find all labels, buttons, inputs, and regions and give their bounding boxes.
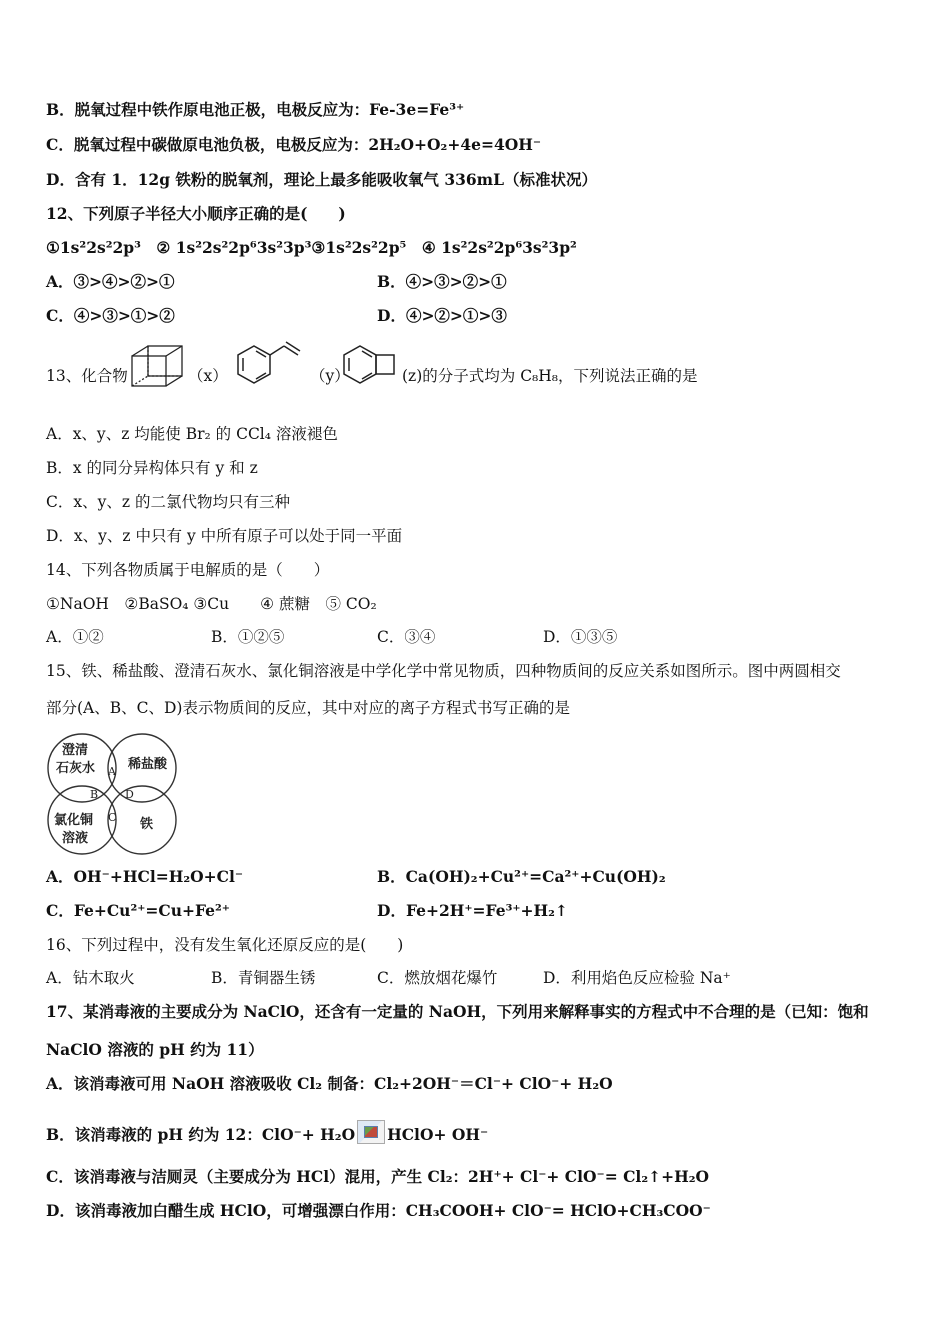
q15-option-d: D．Fe+2H⁺=Fe³⁺+H₂↑ [377,901,568,920]
q17-option-b [46,1120,488,1146]
venn-label-c3: 氯化铜 [54,813,94,828]
q16-option-c: C．燃放烟花爆竹 [377,969,498,987]
venn-label-c3b: 溶液 [62,831,89,846]
q17-option-b-pre: B．该消毒液的 pH 约为 12：ClO⁻+ H₂O [46,1125,356,1144]
q17-option-b-post: HClO+ OH⁻ [387,1125,489,1144]
equilibrium-arrow-image-icon [357,1120,385,1144]
q13-x-label: （x） [188,367,228,385]
q15-option-b: B．Ca(OH)₂+Cu²⁺=Ca²⁺+Cu(OH)₂ [377,867,666,886]
q12-configs: ①1s²2s²2p³ ② 1s²2s²2p⁶3s²3p³③1s²2s²2p⁵ ④ 1s²2s²2p⁶3s²3p² [46,238,577,257]
q13-option-d: D．x、y、z 中只有 y 中所有原子可以处于同一平面 [46,527,403,545]
q17-stem-1: 17、某消毒液的主要成分为 NaClO，还含有一定量的 NaOH，下列用来解释事实的方程式中不合理的是（已知：饱和 [46,1002,869,1021]
venn-label-c1b: 石灰水 [56,761,96,776]
q16-stem: 16、下列过程中，没有发生氧化还原反应的是( ) [46,936,404,954]
q13-option-c: C．x、y、z 的二氯代物均只有三种 [46,493,290,511]
q13-stem-suffix: (z)的分子式均为 C₈H₈，下列说法正确的是 [402,367,698,385]
q11-option-b: B．脱氧过程中铁作原电池正极，电极反应为：Fe-3e=Fe³⁺ [46,100,465,119]
venn-region-d: D [125,788,134,801]
q16-option-b: B．青铜器生锈 [211,969,316,987]
q16-option-a: A．钻木取火 [46,969,135,987]
q12-option-a: A．③>④>②>① [46,272,175,291]
venn-region-a: A [108,765,116,778]
q11-option-c: C．脱氧过程中碳做原电池负极，电极反应为：2H₂O+O₂+4e=4OH⁻ [46,135,542,154]
venn-diagram [44,728,180,856]
q12-option-c: C．④>③>①>② [46,306,175,325]
q12-stem: 12、下列原子半径大小顺序正确的是( ) [46,204,346,223]
q15-stem-1: 15、铁、稀盐酸、澄清石灰水、氯化铜溶液是中学化学中常见物质，四种物质间的反应关系如图所示。图中两圆相交 [46,662,841,680]
q15-option-c: C．Fe+Cu²⁺=Cu+Fe²⁺ [46,901,230,920]
q13-option-a: A．x、y、z 均能使 Br₂ 的 CCl₄ 溶液褪色 [46,425,338,443]
venn-label-c2: 稀盐酸 [128,757,168,772]
q13-y-label: （y） [310,367,350,385]
q17-option-a: A．该消毒液可用 NaOH 溶液吸收 Cl₂ 制备：Cl₂+2OH⁻＝Cl⁻+ ClO⁻+ H₂O [46,1074,613,1093]
q13-stem-prefix: 13、化合物 [46,367,128,385]
venn-region-c: C [108,811,117,824]
venn-region-b: B [90,788,99,801]
q11-option-d: D．含有 1．12g 铁粉的脱氧剂，理论上最多能吸收氧气 336mL（标准状况） [46,170,597,189]
q13-option-b: B．x 的同分异构体只有 y 和 z [46,459,258,477]
q17-option-c: C．该消毒液与洁厕灵（主要成分为 HCl）混用，产生 Cl₂：2H⁺+ Cl⁻+ ClO⁻= Cl₂↑+H₂O [46,1167,710,1186]
q17-stem-2: NaClO 溶液的 pH 约为 11） [46,1040,264,1059]
q12-option-b: B．④>③>②>① [377,272,507,291]
q12-option-d: D．④>②>①>③ [377,306,507,325]
q14-option-c: C．③④ [377,628,436,646]
venn-label-c4: 铁 [140,817,154,832]
cubane-structure [128,342,188,390]
q15-stem-2: 部分(A、B、C、D)表示物质间的反应，其中对应的离子方程式书写正确的是 [46,699,570,717]
q17-option-d: D．该消毒液加白醋生成 HClO，可增强漂白作用：CH₃COOH+ ClO⁻= HClO+CH₃COO⁻ [46,1201,711,1220]
benzocyclobutene-structure [340,340,402,392]
q16-option-d: D．利用焰色反应检验 Na⁺ [543,969,731,987]
q14-items: ①NaOH ②BaSO₄ ③Cu ④ 蔗糖 ⑤ CO₂ [46,595,377,613]
styrene-structure [232,340,304,392]
venn-label-c1: 澄清 [62,743,89,758]
q14-option-b: B．①②⑤ [211,628,285,646]
q14-option-d: D．①③⑤ [543,628,618,646]
q14-stem: 14、下列各物质属于电解质的是（ ） [46,561,330,579]
q15-option-a: A．OH⁻+HCl=H₂O+Cl⁻ [46,867,244,886]
q14-option-a: A．①② [46,628,104,646]
